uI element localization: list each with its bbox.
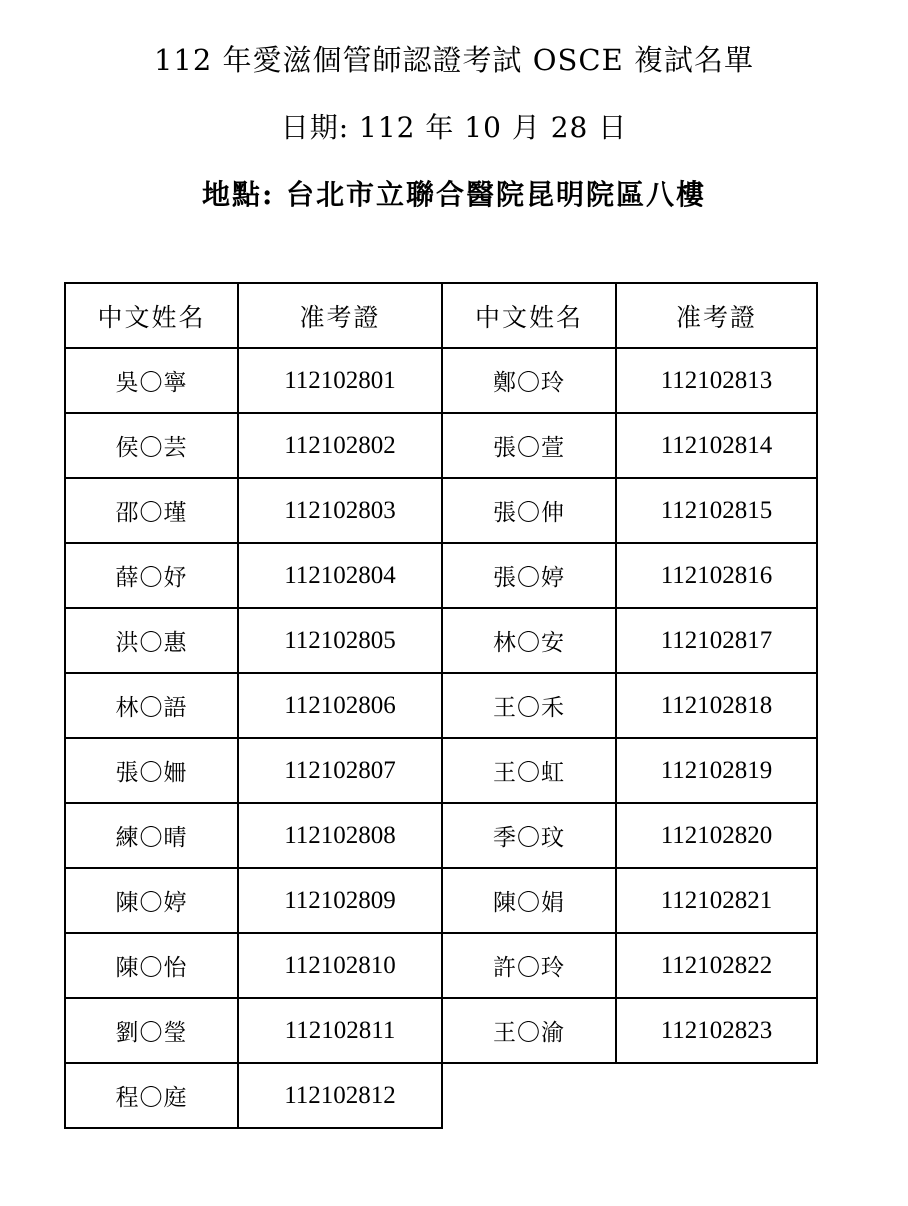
candidate-id: 112102809 <box>238 868 442 933</box>
table-row <box>65 673 817 738</box>
candidate-name: 王〇虹 <box>442 738 616 803</box>
candidate-id: 112102808 <box>238 803 442 868</box>
candidate-id: 112102810 <box>238 933 442 998</box>
candidate-id: 112102822 <box>616 933 817 998</box>
candidate-name: 張〇伸 <box>442 478 616 543</box>
candidate-id: 112102819 <box>616 738 817 803</box>
candidate-name: 陳〇婷 <box>65 868 238 933</box>
empty-cell <box>616 1063 817 1128</box>
table-row <box>65 868 817 933</box>
candidate-id: 112102805 <box>238 608 442 673</box>
candidate-id: 112102820 <box>616 803 817 868</box>
table-row <box>65 998 817 1063</box>
candidate-name: 張〇萱 <box>442 413 616 478</box>
candidate-name: 練〇晴 <box>65 803 238 868</box>
table-row <box>65 543 817 608</box>
candidate-id: 112102802 <box>238 413 442 478</box>
candidate-id: 112102807 <box>238 738 442 803</box>
candidate-id: 112102817 <box>616 608 817 673</box>
candidate-name: 王〇禾 <box>442 673 616 738</box>
candidate-name: 林〇安 <box>442 608 616 673</box>
page-title: 112 年愛滋個管師認證考試 OSCE 複試名單 <box>153 43 754 77</box>
candidate-id: 112102811 <box>238 998 442 1063</box>
header-id-left: 准考證 <box>238 283 442 348</box>
table-row <box>65 478 817 543</box>
candidate-id: 112102818 <box>616 673 817 738</box>
candidate-name: 季〇玟 <box>442 803 616 868</box>
candidate-id: 112102815 <box>616 478 817 543</box>
table-row <box>65 348 817 413</box>
table-row <box>65 1063 817 1128</box>
candidate-id: 112102816 <box>616 543 817 608</box>
candidate-name: 洪〇惠 <box>65 608 238 673</box>
candidate-name: 鄭〇玲 <box>442 348 616 413</box>
candidate-name: 許〇玲 <box>442 933 616 998</box>
candidate-table <box>64 282 818 1129</box>
candidate-name: 王〇渝 <box>442 998 616 1063</box>
table-row <box>65 803 817 868</box>
candidate-id: 112102823 <box>616 998 817 1063</box>
candidate-id: 112102804 <box>238 543 442 608</box>
candidate-name: 陳〇怡 <box>65 933 238 998</box>
table-header-row <box>65 283 817 348</box>
table-row <box>65 933 817 998</box>
empty-cell <box>442 1063 616 1128</box>
candidate-name: 吳〇寧 <box>65 348 238 413</box>
candidate-name: 邵〇瑾 <box>65 478 238 543</box>
exam-location: 地點: 台北市立聯合醫院昆明院區八樓 <box>201 178 707 211</box>
candidate-name: 薛〇妤 <box>65 543 238 608</box>
candidate-name: 張〇婷 <box>442 543 616 608</box>
candidate-name: 張〇姍 <box>65 738 238 803</box>
header-id-right: 准考證 <box>616 283 817 348</box>
candidate-id: 112102801 <box>238 348 442 413</box>
exam-date: 日期: 112 年 10 月 28 日 <box>280 111 628 144</box>
candidate-id: 112102814 <box>616 413 817 478</box>
candidate-id: 112102812 <box>238 1063 442 1128</box>
candidate-id: 112102821 <box>616 868 817 933</box>
table-row <box>65 608 817 673</box>
header-name-right: 中文姓名 <box>442 283 616 348</box>
candidate-name: 程〇庭 <box>65 1063 238 1128</box>
table-row <box>65 413 817 478</box>
candidate-name: 劉〇瑩 <box>65 998 238 1063</box>
table-row <box>65 738 817 803</box>
header-name-left: 中文姓名 <box>65 283 238 348</box>
candidate-name: 林〇語 <box>65 673 238 738</box>
candidate-name: 陳〇娟 <box>442 868 616 933</box>
candidate-name: 侯〇芸 <box>65 413 238 478</box>
candidate-id: 112102806 <box>238 673 442 738</box>
candidate-id: 112102803 <box>238 478 442 543</box>
candidate-id: 112102813 <box>616 348 817 413</box>
